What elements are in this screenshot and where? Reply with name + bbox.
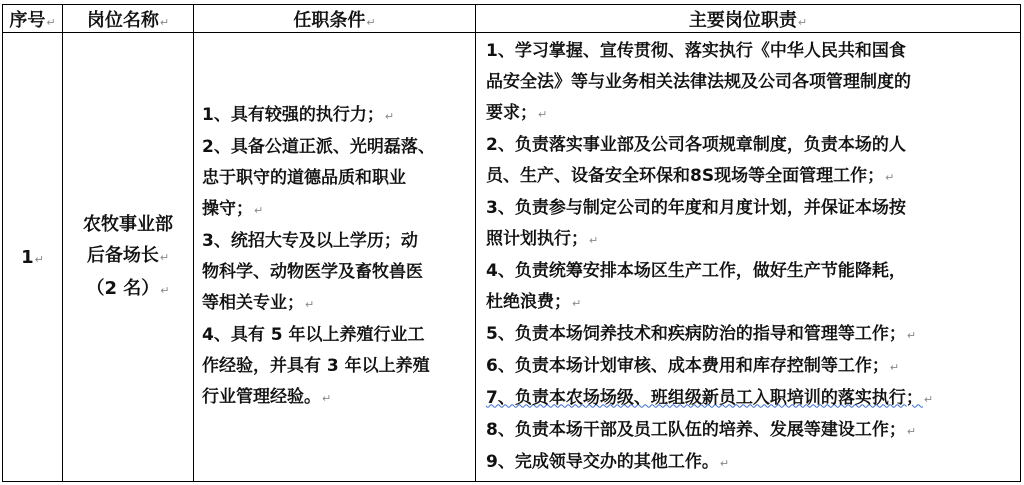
header-row — [3, 5, 1021, 33]
cell-duties — [476, 33, 1021, 482]
duty-line: 杜绝浪费；↵ — [486, 291, 582, 312]
requirement-line: 操守；↵ — [202, 199, 264, 219]
duty-line: 3、负责参与制定公司的年度和月度计划，并保证本场按 — [486, 197, 906, 218]
duty-line: 2、负责落实事业部及公司各项规章制度，负责本场的人 — [486, 134, 906, 155]
duty-line: 5、负责本场饲养技术和疾病防治的指导和管理等工作；↵ — [486, 323, 917, 344]
table-row — [3, 33, 1021, 482]
job-posting-table — [2, 4, 1021, 482]
position-line: （2 名）↵ — [86, 277, 170, 299]
header-no: 序号↵ — [3, 5, 63, 33]
position-line: 后备场长↵ — [86, 244, 170, 266]
duty-line: 照计划执行；↵ — [486, 228, 599, 249]
cell-no: 1↵ — [3, 33, 63, 482]
duty-line: 员、生产、设备安全环保和8S现场等全面管理工作；↵ — [486, 165, 895, 186]
requirement-line: 物科学、动物医学及畜牧兽医 — [202, 262, 423, 282]
duty-line: 7、负责本农场场级、班组级新员工入职培训的落实执行；↵ — [486, 387, 934, 408]
duty-line: 1、学习掌握、宣传贯彻、落实执行《中华人民共和国食 — [486, 40, 906, 61]
cell-position — [63, 33, 194, 482]
requirement-line: 行业管理经验。↵ — [202, 387, 332, 407]
requirement-line: 2、具备公道正派、光明磊落、 — [202, 137, 435, 157]
requirement-line: 忠于职守的道德品质和职业 — [202, 168, 406, 188]
duty-line: 8、负责本场干部及员工队伍的培养、发展等建设工作；↵ — [486, 419, 917, 440]
header-requirements: 任职条件↵ — [194, 5, 476, 33]
duty-line: 品安全法》等与业务相关法律法规及公司各项管理制度的 — [486, 71, 911, 92]
duty-line: 要求；↵ — [486, 102, 548, 123]
requirement-line: 4、具有 5 年以上养殖行业工 — [202, 325, 425, 345]
requirement-line: 等相关专业；↵ — [202, 293, 315, 313]
duty-line: 6、负责本场计划审核、成本费用和库存控制等工作；↵ — [486, 355, 900, 376]
duty-line: 9、完成领导交办的其他工作。↵ — [486, 451, 730, 472]
header-position: 岗位名称↵ — [63, 5, 194, 33]
position-line: 农牧事业部 — [83, 213, 173, 235]
requirement-line: 3、统招大专及以上学历；动 — [202, 231, 418, 251]
requirement-line: 1、具有较强的执行力；↵ — [202, 105, 395, 125]
header-duties: 主要岗位职责↵ — [476, 5, 1021, 33]
duty-line: 4、负责统筹安排本场区生产工作，做好生产节能降耗， — [486, 260, 906, 281]
requirement-line: 作经验，并具有 3 年以上养殖 — [202, 356, 430, 376]
cell-requirements — [194, 33, 476, 482]
